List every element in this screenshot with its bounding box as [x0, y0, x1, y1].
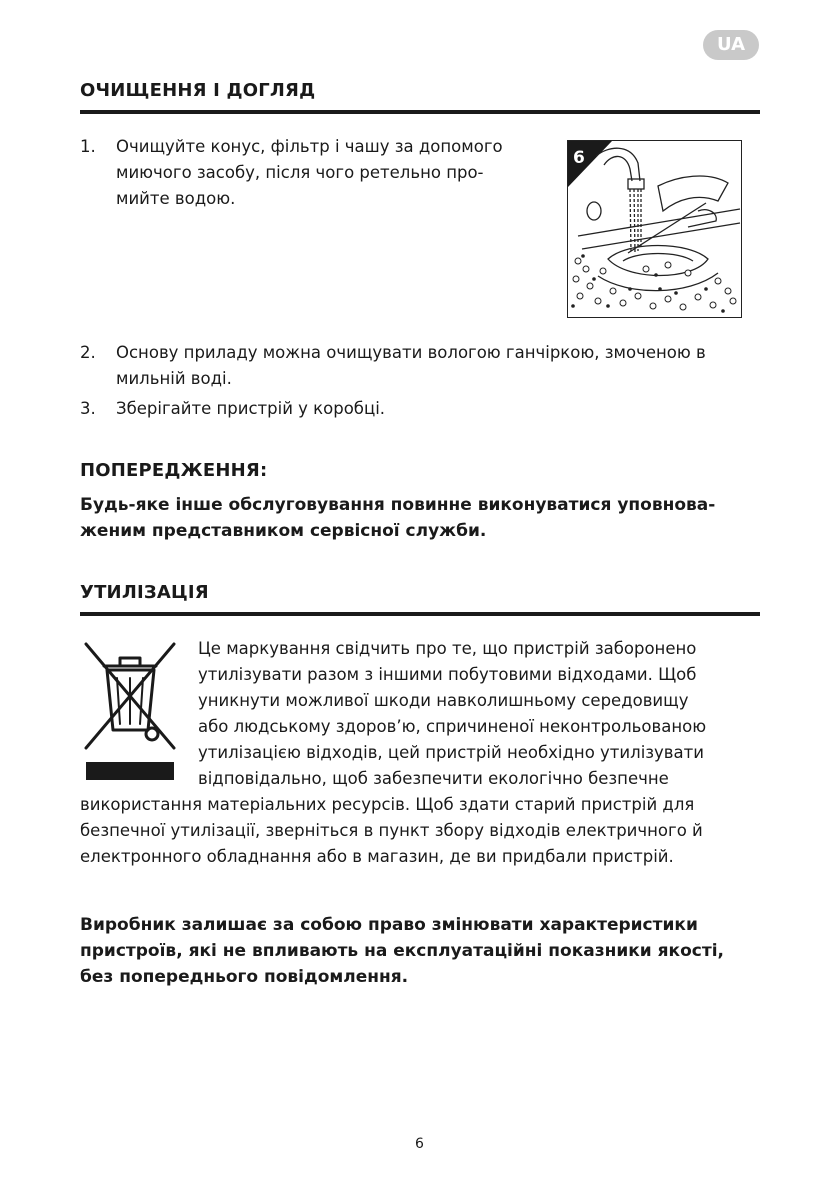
care-item-1-line-1: Очищуйте конус, фільтр і чашу за допомого — [116, 137, 503, 156]
warning-title: ПОПЕРЕДЖЕННЯ: — [80, 460, 268, 481]
manufacturer-note-line-2: пристроїв, які не впливають на експлуатаційні показники якості, — [80, 941, 724, 961]
disposal-line-9: електронного обладнання або в магазин, де ви придбали пристрій. — [80, 847, 674, 866]
disposal-title-rule — [80, 612, 760, 616]
disposal-section-title: УТИЛІЗАЦІЯ — [80, 582, 209, 603]
manufacturer-note-line-3: без попереднього повідомлення. — [80, 967, 409, 987]
disposal-line-4: або людському здоров’ю, спричиненої неконтрольованою — [198, 717, 707, 736]
step-number-badge: 6 — [573, 148, 585, 168]
care-title-rule — [80, 110, 760, 114]
washing-drawing — [568, 141, 742, 318]
manufacturer-note-line-1: Виробник залишає за собою право змінювати характеристики — [80, 915, 698, 935]
disposal-text — [80, 636, 762, 870]
warning-text — [80, 492, 780, 544]
washing-illustration — [567, 140, 742, 318]
disposal-line-8: безпечної утилізації, зверніться в пункт збору відходів електричного й — [80, 821, 703, 840]
language-badge: UA — [703, 30, 759, 60]
disposal-line-5: утилізацією відходів, цей пристрій необхідно утилізувати — [198, 743, 704, 762]
care-item-1-number: 1. — [80, 137, 96, 156]
care-item-1-line-2: миючого засобу, після чого ретельно про- — [116, 163, 484, 182]
care-item-2-line-1: Основу приладу можна очищувати вологою ганчіркою, змоченою в — [116, 343, 706, 362]
care-item-3-line-1: Зберігайте пристрій у коробці. — [116, 399, 386, 418]
disposal-line-7: використання матеріальних ресурсів. Щоб здати старий пристрій для — [80, 795, 695, 814]
disposal-line-3: уникнути можливої шкоди навколишньому середовищу — [198, 691, 689, 710]
care-item-2-number: 2. — [80, 343, 96, 362]
care-item-3-number: 3. — [80, 399, 96, 418]
disposal-line-6: відповідально, щоб забезпечити екологічно безпечне — [198, 769, 669, 788]
manufacturer-note — [80, 912, 780, 990]
disposal-line-1: Це маркування свідчить про те, що пристрій заборонено — [198, 639, 697, 658]
page-number: 6 — [415, 1136, 424, 1152]
care-item-1-line-3: мийте водою. — [116, 189, 236, 208]
care-item-2-line-2: мильній воді. — [116, 369, 232, 388]
warning-line-1: Будь-яке інше обслуговування повинне виконуватися уповнова- — [80, 495, 716, 515]
care-section-title: ОЧИЩЕННЯ І ДОГЛЯД — [80, 80, 316, 101]
warning-line-2: женим представником сервісної служби. — [80, 521, 487, 541]
disposal-line-2: утилізувати разом з іншими побутовими відходами. Щоб — [198, 665, 697, 684]
